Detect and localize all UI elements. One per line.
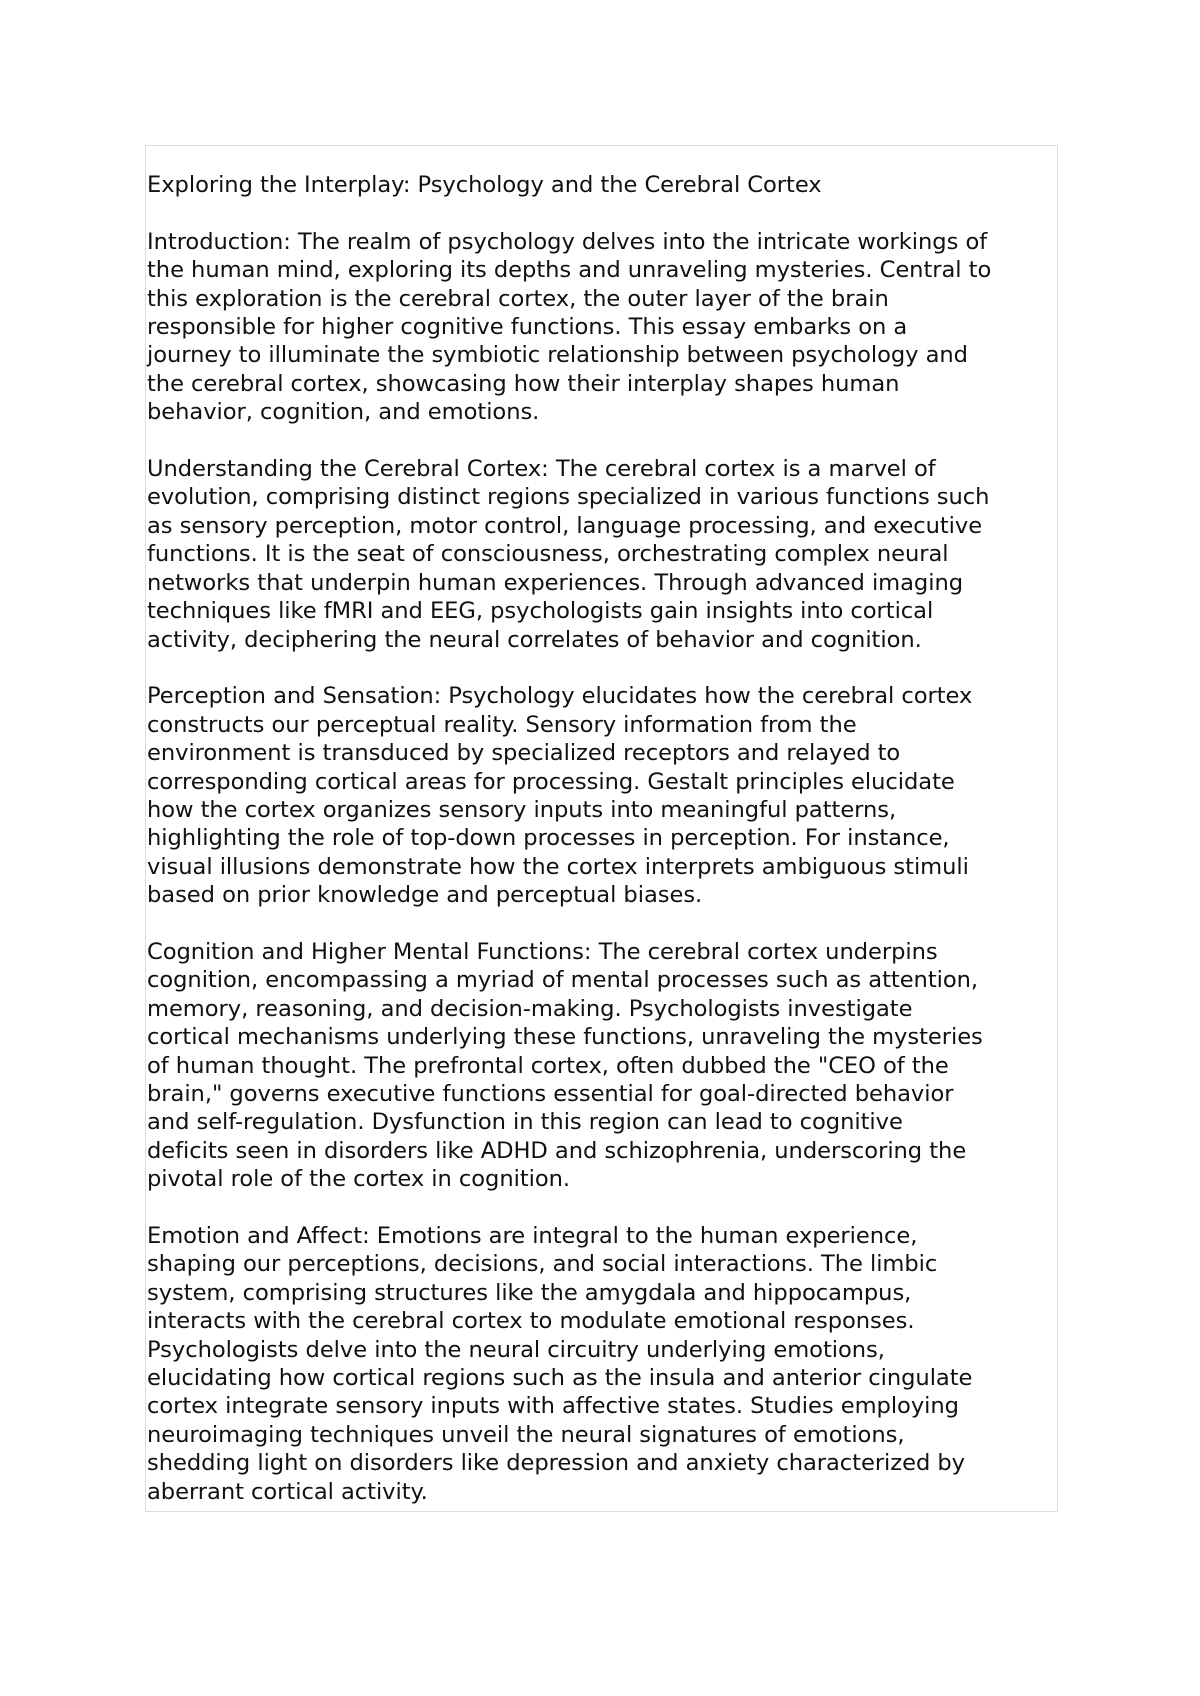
blank-line (147, 654, 1056, 682)
paragraph-introduction: Introduction: The realm of psychology delves into the intricate workings of the human mind, exploring its depths and unraveling mysteries. Central to this exploration is the cerebral cortex, the outer layer of the brain responsible for higher cognitive functions. This essay embarks on a journey to illuminate the symbiotic relationship between psychology and the cerebral cortex, showcasing how their interplay shapes human behavior, cognition, and emotions. (147, 228, 992, 426)
paragraph-perception-sensation: Perception and Sensation: Psychology elucidates how the cerebral cortex constructs our perceptual reality. Sensory information from the environment is transduced by specialized receptors and relayed to corresponding cortical areas for processing. Gestalt principles elucidate how the cortex organizes sensory inputs into meaningful patterns, highlighting the role of top-down processes in perception. For instance, visual illusions demonstrate how the cortex interprets ambiguous stimuli based on prior knowledge and perceptual biases. (147, 683, 973, 909)
paragraph-emotion-affect: Emotion and Affect: Emotions are integral to the human experience, shaping our perceptions, decisions, and social interactions. The limbic system, comprising structures like the amygdala and hippocampus, interacts with the cerebral cortex to modulate emotional responses. Psychologists delve into the neural circuitry underlying emotions, elucidating how cortical regions such as the insula and anterior cingulate cortex integrate sensory inputs with affective states. Studies employing neuroimaging techniques unveil the neural signatures of emotions, shedding light on disorders like depression and anxiety characterized by aberrant cortical activity. (147, 1223, 973, 1505)
document-text-box (145, 145, 1058, 1512)
blank-line (147, 427, 1056, 455)
document-title: Exploring the Interplay: Psychology and the Cerebral Cortex (147, 172, 822, 198)
blank-line (147, 199, 1056, 227)
blank-line (147, 910, 1056, 938)
blank-line (147, 1194, 1056, 1222)
paragraph-cognition: Cognition and Higher Mental Functions: The cerebral cortex underpins cognition, encompassing a myriad of mental processes such as attention, memory, reasoning, and decision-making. Psychologists investigate cortical mechanisms underlying these functions, unraveling the mysteries of human thought. The prefrontal cortex, often dubbed the "CEO of the brain," governs executive functions essential for goal-directed behavior and self-regulation. Dysfunction in this region can lead to cognitive deficits seen in disorders like ADHD and schizophrenia, underscoring the pivotal role of the cortex in cognition. (147, 938, 983, 1193)
paragraph-understanding-cortex: Understanding the Cerebral Cortex: The cerebral cortex is a marvel of evolution, comprising distinct regions specialized in various functions such as sensory perception, motor control, language processing, and executive functions. It is the seat of consciousness, orchestrating complex neural networks that underpin human experiences. Through advanced imaging techniques like fMRI and EEG, psychologists gain insights into cortical activity, deciphering the neural correlates of behavior and cognition. (147, 456, 990, 653)
